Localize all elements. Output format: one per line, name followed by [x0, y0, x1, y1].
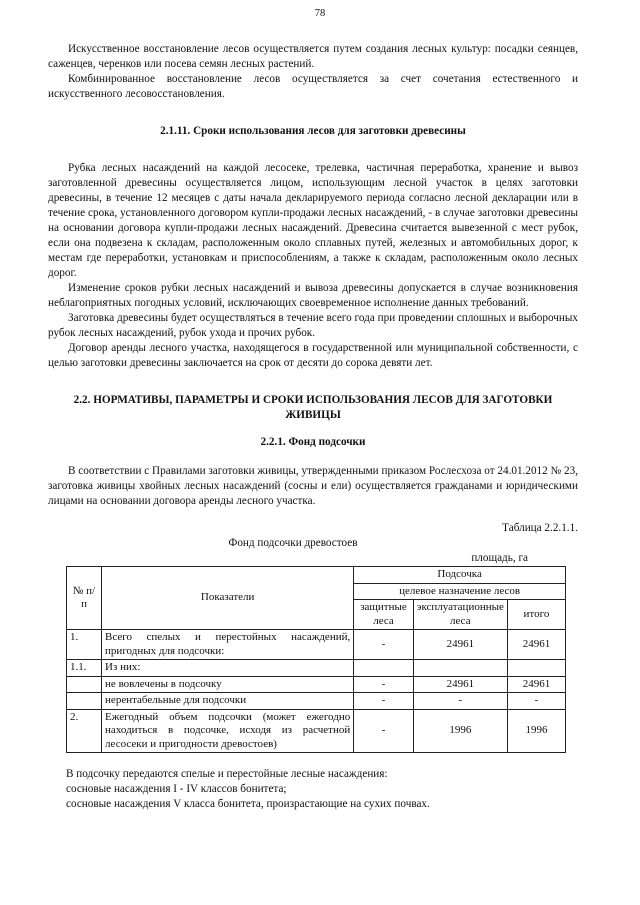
row-total: 24961: [507, 676, 565, 693]
row-num: 2.: [67, 709, 102, 753]
row-total: 1996: [507, 709, 565, 753]
row-num: [67, 693, 102, 710]
section-2-1-11-paragraph-4: Договор аренды лесного участка, находящегося в государственной или муниципальной собственности, с целью заготовки древесины заключается на срок от десяти до сорока девяти лет.: [48, 342, 578, 369]
row-label: Из них:: [102, 660, 354, 677]
page-content: [48, 42, 578, 812]
row-total: [507, 660, 565, 677]
intro-paragraph-2: Комбинированное восстановление лесов осуществляется за счет сочетания естественного и искусственного лесовосстановления.: [48, 73, 578, 100]
section-2-1-11-paragraph-1: Рубка лесных насаждений на каждой лесосеке, трелевка, частичная переработка, хранение и вывоз заготовленной древесины осуществляется лицом, использующим лесной участок в целях заготовки древесины, в течение 12 месяцев с даты начала декларируемого периода согласно лесной декларации или в течение срока, установленного договором купли-продажи лесных насаждений, - в случае заготовки древесины на основании договора купли-продажи лесных насаждений. Древесина считается вывезенной с мест рубок, если она подвезена к складам, расположенным около сплавных путей, железных и автомобильных дорог, к местам где переработки, установкам и приспособлениям, а также к складам, расположенным около лесных дорог.: [48, 162, 578, 279]
tapping-fund-table: [66, 566, 566, 753]
row-total: -: [507, 693, 565, 710]
table-row: [67, 660, 566, 677]
row-label: Ежегодный объем подсочки (может ежегодно находиться в подсочке, исходя из расчетной лесосеки и пригодности древостоев): [102, 709, 354, 753]
row-protective: -: [354, 709, 414, 753]
row-num: [67, 676, 102, 693]
row-total: 24961: [507, 630, 565, 660]
header-num: № п/п: [67, 567, 102, 630]
section-2-1-11-heading: 2.1.11. Сроки использования лесов для заготовки древесины: [160, 125, 466, 137]
header-protective: защитные леса: [354, 600, 414, 630]
after-table-line-3: сосновые насаждения V класса бонитета, произрастающие на сухих почвах.: [66, 798, 430, 810]
header-exploitation: эксплуатационные леса: [413, 600, 507, 630]
row-exploitation: 24961: [413, 676, 507, 693]
section-2-1-11-paragraph-3: Заготовка древесины будет осуществляться в течение всего года при проведении сплошных и выборочных рубок лесных насаждений, рубок ухода и прочих рубок.: [48, 312, 578, 339]
row-protective: -: [354, 676, 414, 693]
header-purpose: целевое назначение лесов: [354, 583, 566, 600]
table-row: [67, 630, 566, 660]
table-row: [67, 676, 566, 693]
row-exploitation: 1996: [413, 709, 507, 753]
row-label: нерентабельные для подсочки: [102, 693, 354, 710]
section-2-1-11-paragraph-2: Изменение сроков рубки лесных насаждений и вывоза древесины допускается в случае возникновения неблагоприятных погодных условий, исключающих своевременное исполнение данных требований.: [48, 282, 578, 309]
table-title: Фонд подсочки древостоев: [228, 537, 358, 549]
row-label: не вовлечены в подсочку: [102, 676, 354, 693]
section-2-2-1-paragraph: В соответствии с Правилами заготовки живицы, утвержденными приказом Рослесхоза от 24.01.2012 № 23, заготовка живицы хвойных лесных насаждений (сосны и ели) осуществляется гражданами и юридическими лицами на основании договора аренды лесного участка.: [48, 465, 578, 507]
section-2-2-heading: 2.2. НОРМАТИВЫ, ПАРАМЕТРЫ И СРОКИ ИСПОЛЬЗОВАНИЯ ЛЕСОВ ДЛЯ ЗАГОТОВКИ ЖИВИЦЫ: [73, 394, 553, 421]
after-table-line-1: В подсочку передаются спелые и перестойные лесные насаждения:: [66, 768, 388, 780]
after-table-line-2: сосновые насаждения I - IV классов бонитета;: [66, 783, 287, 795]
section-2-2-1-heading: 2.2.1. Фонд подсочки: [260, 436, 366, 448]
row-num: 1.1.: [67, 660, 102, 677]
table-unit: площадь, га: [471, 552, 528, 564]
table-label: Таблица 2.2.1.1.: [502, 522, 578, 534]
row-exploitation: -: [413, 693, 507, 710]
table-row: [67, 709, 566, 753]
row-exploitation: [413, 660, 507, 677]
header-indicators: Показатели: [102, 567, 354, 630]
header-tapping: Подсочка: [354, 567, 566, 584]
row-protective: -: [354, 630, 414, 660]
after-table-text: [48, 767, 578, 812]
page-number: 78: [314, 8, 326, 19]
row-protective: -: [354, 693, 414, 710]
row-num: 1.: [67, 630, 102, 660]
row-protective: [354, 660, 414, 677]
row-exploitation: 24961: [413, 630, 507, 660]
row-label: Всего спелых и перестойных насаждений, пригодных для подсочки:: [102, 630, 354, 660]
header-total: итого: [507, 600, 565, 630]
table-row: [67, 693, 566, 710]
intro-paragraph-1: Искусственное восстановление лесов осуществляется путем создания лесных культур: посадки сеянцев, саженцев, черенков или посева семян лесных растений.: [48, 43, 578, 70]
